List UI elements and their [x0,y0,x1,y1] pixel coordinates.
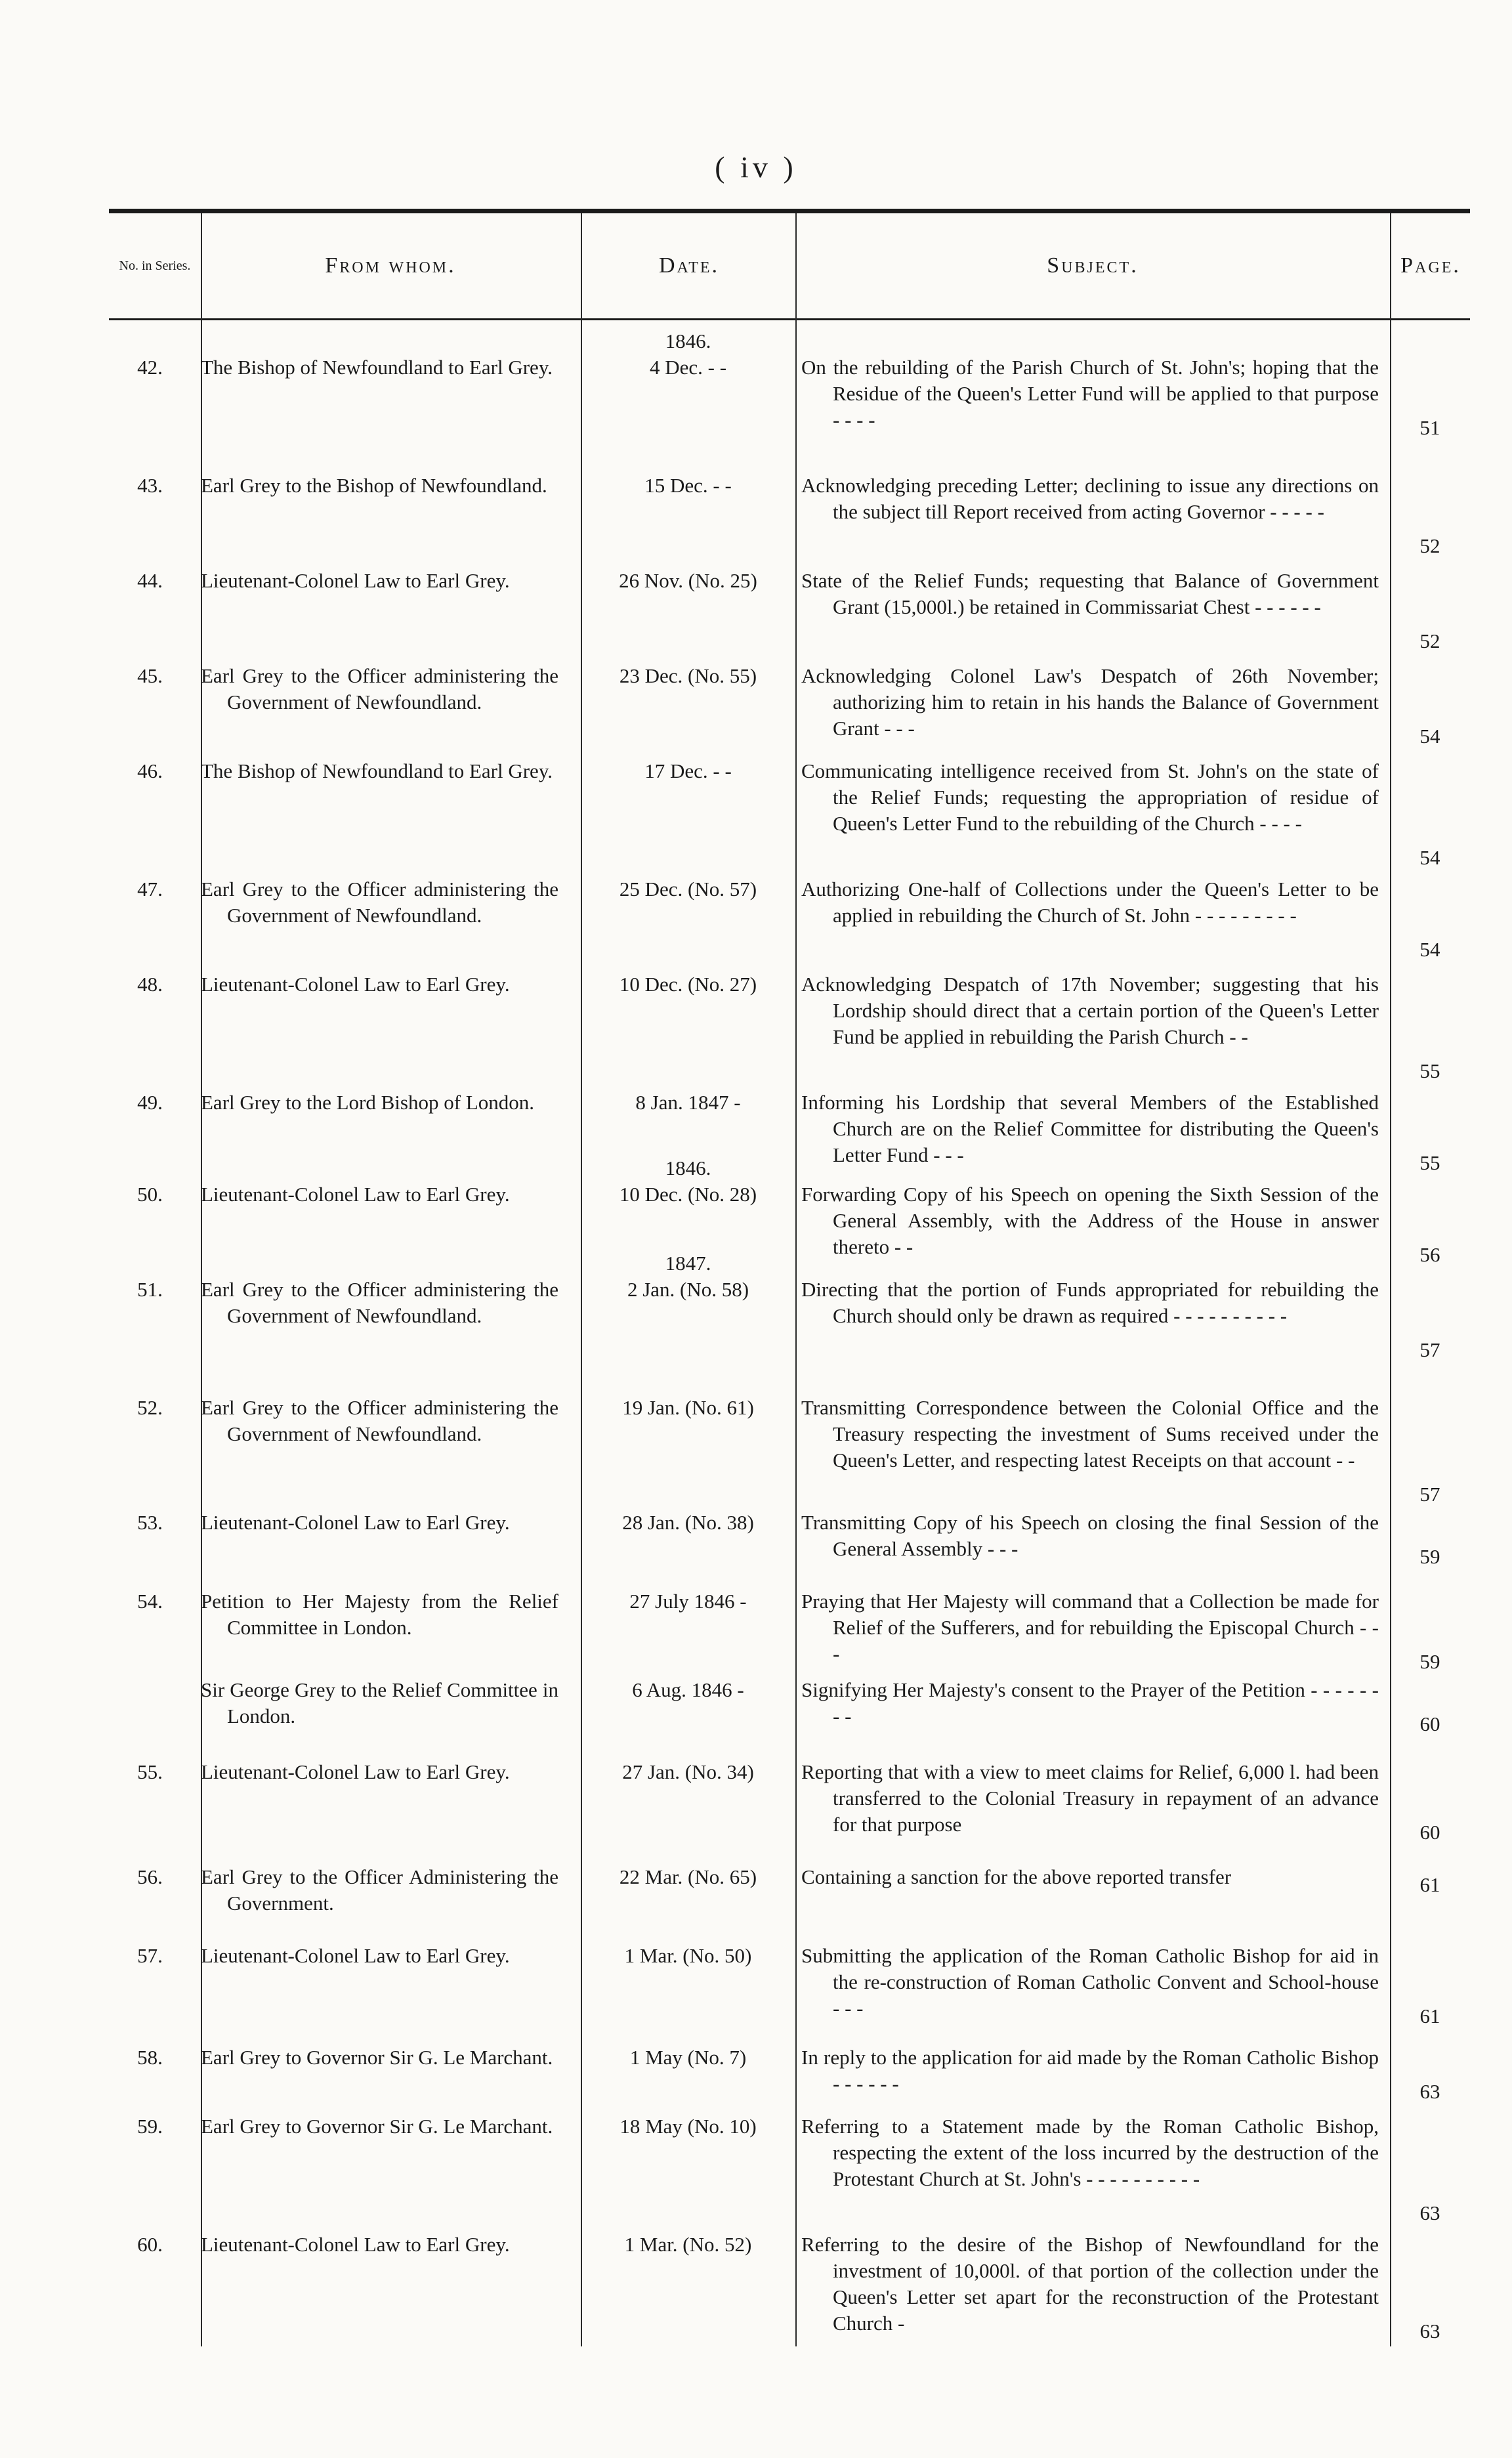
date-cell [581,473,795,499]
page-ref [1390,723,1470,750]
series-number-text: 53. [137,1511,163,1534]
from-whom-text: Lieutenant-Colonel Law to Earl Grey. [201,569,510,592]
subject [801,1395,1379,1473]
from-whom [201,758,558,784]
date-text: 15 Dec. - - [644,474,732,497]
from-whom-text: Lieutenant-Colonel Law to Earl Grey. [201,1760,510,1783]
from-whom-text: Earl Grey to the Officer administering the Government of Newfoundland. [201,1278,558,1327]
series-number [109,2045,191,2071]
from-whom-text: Lieutenant-Colonel Law to Earl Grey. [201,1183,510,1206]
subject [801,1943,1379,2022]
series-number-text: 43. [137,474,163,497]
page-ref [1390,2200,1470,2226]
series-number-text: 56. [137,1865,163,1888]
subject [801,876,1379,929]
date-text: 17 Dec. - - [644,759,732,782]
subject-text: Authorizing One-half of Collections under the Queen's Letter to be applied in rebuilding the Church of St. John - - - - - - - - - [801,878,1379,927]
page-ref [1390,628,1470,654]
page-ref [1390,2318,1470,2344]
from-whom [201,1181,558,1208]
subject-text: Acknowledging preceding Letter; declining to issue any directions on the subject till Report received from acting Governor - - - - - [801,474,1379,523]
subject-text: Reporting that with a view to meet claims for Relief, 6,000 l. had been transferred to the Colonial Treasury in repayment of an advance for that purpose [801,1760,1379,1836]
date-cell [581,1759,795,1785]
from-whom-text: Lieutenant-Colonel Law to Earl Grey. [201,2233,510,2256]
page-ref-text: 55 [1419,1059,1440,1082]
date-text: 1 Mar. (No. 50) [624,1944,752,1967]
series-number-text: 45. [137,664,163,687]
series-number [109,2232,191,2258]
series-number [109,568,191,594]
date-cell [581,758,795,784]
date-text: 19 Jan. (No. 61) [622,1396,754,1419]
date-text: 27 July 1846 - [629,1590,747,1613]
series-number [109,473,191,499]
date-text: 25 Dec. (No. 57) [619,878,757,901]
from-whom [201,1759,558,1785]
subject [801,1181,1379,1260]
subject [801,758,1379,837]
series-number-text: 44. [137,569,163,592]
date-text: 22 Mar. (No. 65) [619,1865,757,1888]
page-ref-text: 63 [1419,2080,1440,2103]
series-number [109,1277,191,1303]
date-text: 18 May (No. 10) [620,2115,757,2138]
date-cell [581,2232,795,2258]
year-label: 1846. [665,329,711,352]
page-ref-text: 60 [1419,1712,1440,1735]
date-cell [581,2113,795,2140]
subject-text: Informing his Lordship that several Members of the Established Church are on the Relief Committee for distributing the Queen's Letter Fund - - - [801,1091,1379,1166]
subject-text: Signifying Her Majesty's consent to the Prayer of the Petition - - - - - - - - [801,1678,1379,1727]
series-number [109,1395,191,1421]
series-number-text: 58. [137,2046,163,2069]
date-text: 1 May (No. 7) [629,2046,747,2069]
from-whom [201,1943,558,1969]
subject-text: Transmitting Correspondence between the Colonial Office and the Treasury respecting the investment of Sums received under the Queen's Letter, and respecting latest Receipts on that account - - [801,1396,1379,1472]
date-text: 2 Jan. (No. 58) [627,1278,749,1301]
date-cell [581,568,795,594]
date-text: 8 Jan. 1847 - [635,1091,741,1114]
page-ref-text: 60 [1419,1821,1440,1844]
subject [801,2045,1379,2097]
subject [801,1510,1379,1562]
date-text: 10 Dec. (No. 28) [619,1183,757,1206]
date-cell [581,1864,795,1890]
from-whom-text: Earl Grey to the Officer administering the Government of Newfoundland. [201,1396,558,1445]
series-number [109,758,191,784]
series-number-text: 60. [137,2233,163,2256]
subject-text: Acknowledging Despatch of 17th November; suggesting that his Lordship should direct that a certain portion of the Queen's Letter Fund be applied in rebuilding the Parish Church - - [801,973,1379,1048]
from-whom [201,1864,558,1917]
from-whom [201,473,558,499]
subject-text: Directing that the portion of Funds appropriated for rebuilding the Church should only be drawn as required - - - - - - - - - - [801,1278,1379,1327]
from-whom-text: Sir George Grey to the Relief Committee in London. [201,1678,558,1727]
subject [801,1588,1379,1667]
page-ref [1390,845,1470,871]
from-whom-text: Earl Grey to the Officer administering the Government of Newfoundland. [201,664,558,713]
subject-text: State of the Relief Funds; requesting that Balance of Government Grant (15,000l.) be retained in Commissariat Chest - - - - - - [801,569,1379,618]
date-cell [581,328,795,381]
date-text: 10 Dec. (No. 27) [619,973,757,996]
page-ref [1390,1649,1470,1675]
header-subject: Subject. [1047,253,1139,278]
subject [801,473,1379,525]
page-ref-text: 63 [1419,2320,1440,2342]
series-number [109,1759,191,1785]
series-number-text: 46. [137,759,163,782]
date-text: 27 Jan. (No. 34) [622,1760,754,1783]
subject-text: Communicating intelligence received from St. John's on the state of the Relief Funds; requesting the appropriation of residue of Queen's Letter Fund to the rebuilding of the Church - - - - [801,759,1379,835]
page-ref [1390,1481,1470,1508]
from-whom [201,1395,558,1447]
subject-text: Containing a sanction for the above reported transfer [801,1865,1232,1888]
from-whom-text: The Bishop of Newfoundland to Earl Grey. [201,759,553,782]
header-date: Date. [658,253,720,278]
page-ref [1390,415,1470,441]
page-ref [1390,1150,1470,1176]
series-number-text: 54. [137,1590,163,1613]
series-number [109,1510,191,1536]
page-ref-text: 52 [1419,629,1440,652]
from-whom-text: Earl Grey to the Officer Administering the Government. [201,1865,558,1915]
date-cell [581,663,795,689]
series-number-text: 51. [137,1278,163,1301]
page-ref-text: 55 [1419,1151,1440,1174]
subject [801,2113,1379,2192]
page-ref [1390,2003,1470,2029]
year-label: 1846. [665,1156,711,1179]
subject-text: On the rebuilding of the Parish Church of St. John's; hoping that the Residue of the Queen's Letter Fund will be applied to that purpose - - - - [801,356,1379,431]
from-whom [201,1277,558,1329]
page-ref [1390,2079,1470,2105]
from-whom [201,1510,558,1536]
page-ref [1390,1872,1470,1898]
header-page: Page. [1400,253,1461,278]
header-from: From whom. [325,253,456,278]
series-number [109,663,191,689]
subject-text: Acknowledging Colonel Law's Despatch of 26th November; authorizing him to retain in his hands the Balance of Government Grant - - - [801,664,1379,740]
subject [801,663,1379,742]
page-ref-text: 59 [1419,1545,1440,1568]
from-whom [201,2045,558,2071]
from-whom [201,876,558,929]
page-ref-text: 56 [1419,1243,1440,1266]
series-number [109,1864,191,1890]
page-ref-text: 57 [1419,1483,1440,1506]
from-whom-text: Petition to Her Majesty from the Relief Committee in London. [201,1590,558,1639]
series-number-text: 49. [137,1091,163,1114]
date-cell [581,876,795,902]
from-whom-text: Earl Grey to the Officer administering the Government of Newfoundland. [201,878,558,927]
date-cell [581,1677,795,1703]
series-number-text: 50. [137,1183,163,1206]
page-ref-text: 59 [1419,1650,1440,1673]
page-ref-text: 57 [1419,1338,1440,1361]
subject [801,1677,1379,1729]
subject [801,2232,1379,2337]
subject-text: Transmitting Copy of his Speech on closing the final Session of the General Assembly - - - [801,1511,1379,1560]
date-text: 4 Dec. - - [649,356,727,379]
date-cell [581,1510,795,1536]
subject-text: Referring to a Statement made by the Roman Catholic Bishop, respecting the extent of the loss incurred by the destruction of the Protestant Church at St. John's - - - - - - - - - - [801,2115,1379,2190]
date-cell [581,1155,795,1208]
subject-text: Referring to the desire of the Bishop of Newfoundland for the investment of 10,000l. of that portion of the collection under the Queen's Letter set apart for the reconstruction of the Protestant Church - [801,2233,1379,2335]
from-whom-text: Earl Grey to the Bishop of Newfoundland. [201,474,547,497]
date-cell [581,1943,795,1969]
date-cell [581,1395,795,1421]
date-cell [581,971,795,998]
from-whom [201,663,558,715]
subject [801,1090,1379,1168]
page-ref [1390,1058,1470,1084]
subject [801,1759,1379,1838]
from-whom [201,1090,558,1116]
subject-text: In reply to the application for aid made by the Roman Catholic Bishop - - - - - - [801,2046,1379,2095]
page-ref-text: 54 [1419,846,1440,869]
series-number [109,2113,191,2140]
subject [801,971,1379,1050]
from-whom [201,354,558,381]
page-ref-text: 63 [1419,2201,1440,2224]
date-cell [581,2045,795,2071]
from-whom [201,2113,558,2140]
page-number: ( iv ) [715,150,797,184]
page-ref [1390,937,1470,963]
date-text: 23 Dec. (No. 55) [619,664,757,687]
from-whom-text: Earl Grey to Governor Sir G. Le Marchant. [201,2046,553,2069]
subject-text: Submitting the application of the Roman Catholic Bishop for aid in the re-construction of Roman Catholic Convent and School-house - - - [801,1944,1379,2020]
series-number [109,876,191,902]
date-cell [581,1090,795,1116]
page-ref [1390,1242,1470,1268]
date-text: 1 Mar. (No. 52) [624,2233,752,2256]
series-number-text: 59. [137,2115,163,2138]
page-ref [1390,1819,1470,1846]
subject [801,1864,1379,1890]
date-cell [581,1250,795,1303]
page-ref-text: 52 [1419,534,1440,557]
page-ref [1390,1337,1470,1363]
from-whom [201,971,558,998]
header-no-label: No. in Series. [119,259,191,273]
series-number [109,1090,191,1116]
date-text: 6 Aug. 1846 - [632,1678,744,1701]
from-whom-text: Lieutenant-Colonel Law to Earl Grey. [201,1944,510,1967]
series-number-text: 42. [137,356,163,379]
subject-text: Forwarding Copy of his Speech on opening the Sixth Session of the General Assembly, with the Address of the House in answer thereto - - [801,1183,1379,1258]
subject [801,568,1379,620]
date-text: 28 Jan. (No. 38) [622,1511,754,1534]
subject [801,1277,1379,1329]
from-whom [201,1588,558,1641]
series-number-text: 48. [137,973,163,996]
page-ref [1390,1711,1470,1737]
series-number-text: 57. [137,1944,163,1967]
from-whom [201,1677,558,1729]
date-cell [581,1588,795,1615]
from-whom-text: Lieutenant-Colonel Law to Earl Grey. [201,1511,510,1534]
from-whom-text: Earl Grey to the Lord Bishop of London. [201,1091,534,1114]
date-text: 26 Nov. (No. 25) [619,569,757,592]
page-ref-text: 54 [1419,725,1440,748]
series-number-text: 55. [137,1760,163,1783]
series-number [109,1181,191,1208]
page-ref [1390,533,1470,559]
series-number [109,1943,191,1969]
subject [801,354,1379,433]
from-whom [201,568,558,594]
page-ref-text: 54 [1419,938,1440,961]
series-number [109,971,191,998]
series-number [109,1588,191,1615]
series-number-text: 52. [137,1396,163,1419]
year-label: 1847. [665,1252,711,1275]
page-ref-text: 61 [1419,2004,1440,2027]
series-number [109,354,191,381]
from-whom-text: The Bishop of Newfoundland to Earl Grey. [201,356,553,379]
page-ref-text: 61 [1419,1873,1440,1896]
from-whom-text: Lieutenant-Colonel Law to Earl Grey. [201,973,510,996]
subject-text: Praying that Her Majesty will command that a Collection be made for Relief of the Sufferers, and for rebuilding the Episcopal Church - - - [801,1590,1379,1665]
from-whom-text: Earl Grey to Governor Sir G. Le Marchant. [201,2115,553,2138]
page-ref-text: 51 [1419,416,1440,439]
page-ref [1390,1544,1470,1570]
from-whom [201,2232,558,2258]
series-number-text: 47. [137,878,163,901]
